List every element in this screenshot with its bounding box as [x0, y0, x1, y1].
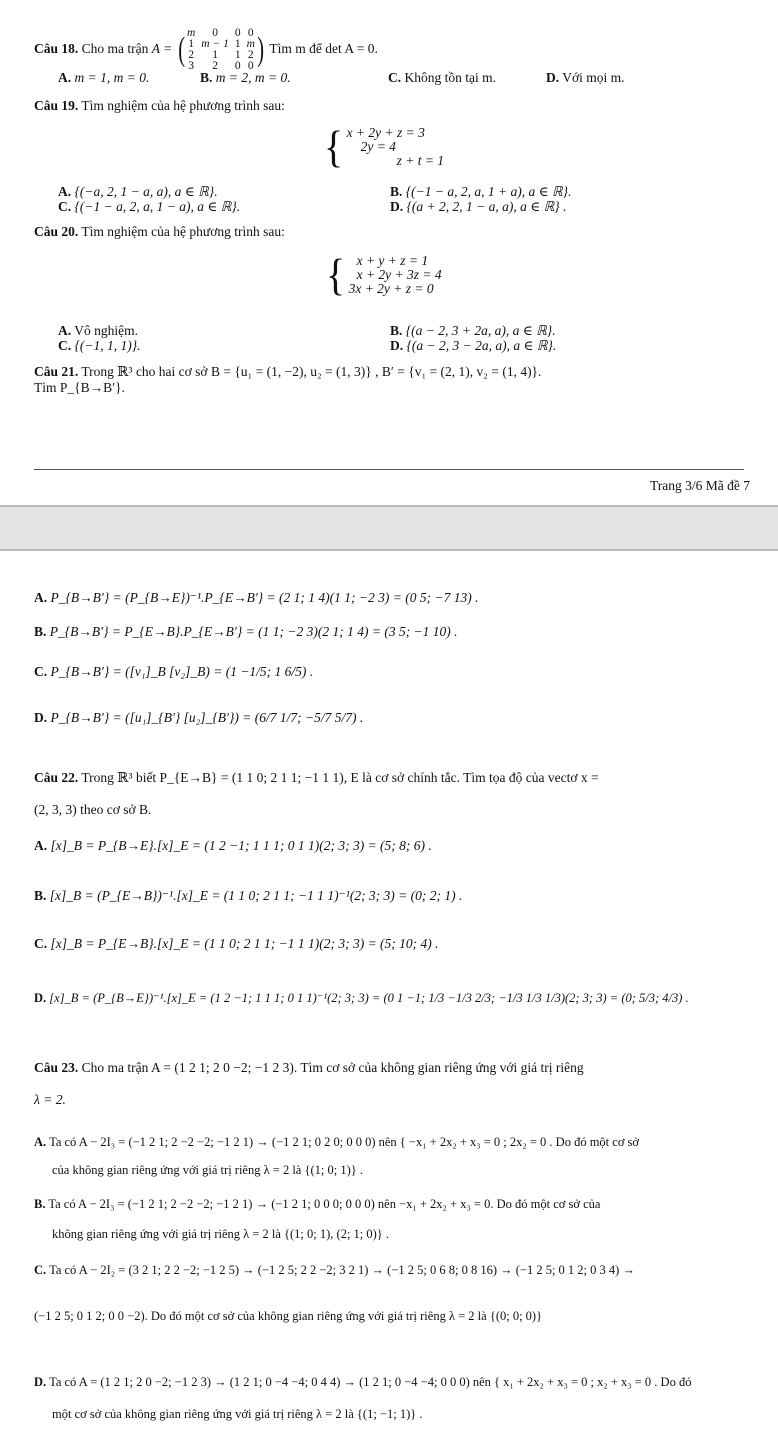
q23-opt-b-row	[0, 1196, 778, 1212]
q20-opt-d: {(a − 2, 3 − 2a, a), a ∈ ℝ}.	[406, 338, 557, 353]
q23-opt-a-label: A.	[34, 1135, 47, 1149]
q23-opt-d-row	[0, 1374, 778, 1390]
q19-opt-a: {(−a, 2, 1 − a, a), a ∈ ℝ}.	[74, 184, 218, 199]
q20-eq-1: x + y + z = 1	[356, 253, 429, 268]
q19-stem	[0, 98, 778, 114]
q23-opt-d: Ta có A = (1 2 1; 2 0 −2; −1 2 3) → (1 2 1; 0 −4 −4; 0 4 4) → (1 2 1; 0 −4 −4; 0 0 0) nên { x₁ + 2x₂ + x₃ = 0 ; x₂ + x₃ = 0 . Do đó	[49, 1375, 692, 1389]
q19-eq-2: 2y = 4	[360, 139, 396, 154]
page-divider	[34, 469, 744, 470]
q21-opt-d-row	[0, 710, 778, 726]
q21-opt-b: P_{B→B′} = P_{E→B}.P_{E→B′} = (1 1; −2 3)(2 1; 1 4) = (3 5; −1 10) .	[49, 624, 458, 639]
q18-opt-c: Không tồn tại m.	[404, 70, 496, 85]
q19-opt-b-label: B.	[390, 184, 403, 199]
q22-opt-b: [x]_B = (P_{E→B})⁻¹.[x]_E = (1 1 0; 2 1 1; −1 1 1)⁻¹(2; 3; 3) = (0; 2; 1) .	[49, 888, 463, 903]
q21-label: Câu 21.	[34, 364, 79, 379]
q18-opt-d-label: D.	[546, 70, 560, 85]
q21-opt-a-label: A.	[34, 590, 48, 605]
q19-eq-3: z + t = 1	[396, 153, 445, 168]
q21-opt-a-row	[0, 590, 778, 606]
q19-system: { x + 2y + z = 3 2y = 4 z + t = 1	[324, 121, 445, 172]
q23-label: Câu 23.	[34, 1060, 79, 1075]
q20-eq-3: 3x + 2y + z = 0	[348, 281, 434, 296]
q18-matrix: ( m 0 0 0 1 m − 1 1 m 2 1 1 2 3 2 0 0 )	[177, 27, 264, 72]
q19-label: Câu 19.	[34, 98, 79, 113]
q18-stem: Câu 18. Cho ma trận A = ( m 0 0 0 1 m − 1 1 m 2 1 1 2 3 2 0 0 ) Tìm m để det A = 0.	[34, 27, 378, 72]
q20-opt-a: Vô nghiệm.	[74, 323, 139, 338]
q20-stem	[0, 224, 778, 240]
q21-opt-b-row	[0, 624, 778, 640]
q21-opt-d-label: D.	[34, 710, 48, 725]
q23-opt-a: Ta có A − 2I₃ = (−1 2 1; 2 −2 −2; −1 2 1) → (−1 2 1; 0 2 0; 0 0 0) nên { −x₁ + 2x₂ + x₃ = 0 ; 2x₂ = 0 . Do đó một cơ sở	[49, 1135, 640, 1149]
q23-opt-d-label: D.	[34, 1375, 47, 1389]
q18-tail: Tìm m để det A = 0.	[269, 41, 378, 57]
q22-opt-c-label: C.	[34, 936, 48, 951]
q20-opt-b-label: B.	[390, 323, 403, 338]
page-footer: Trang 3/6 Mã đề 7	[650, 478, 750, 493]
q23-stem	[0, 1060, 778, 1076]
q18-label: Câu 18.	[34, 41, 79, 57]
q18-opt-c-label: C.	[388, 70, 402, 85]
q22-opt-b-row	[0, 888, 778, 904]
q20-opt-c-label: C.	[58, 338, 72, 353]
q23-opt-a-row	[0, 1134, 778, 1150]
q19-opt-a-label: A.	[58, 184, 72, 199]
q23-opt-a-line2: của không gian riêng ứng với giá trị riêng λ = 2 là {(1; 0; 1)} .	[52, 1163, 363, 1177]
q19-eq-1: x + 2y + z = 3	[346, 125, 425, 140]
q23-opt-c-line2: (−1 2 5; 0 1 2; 0 0 −2). Do đó một cơ sở của không gian riêng ứng với giá trị riêng λ = 2 là {(0; 0; 0)}	[34, 1309, 543, 1323]
q23-opt-b-line2: không gian riêng ứng với giá trị riêng λ = 2 là {(1; 0; 1), (2; 1; 0)} .	[52, 1227, 390, 1241]
q18-opt-a: m = 1, m = 0.	[74, 70, 150, 85]
q19-opt-d-label: D.	[390, 199, 404, 214]
q22-opt-d-label: D.	[34, 991, 47, 1005]
q20-opt-d-label: D.	[390, 338, 404, 353]
q19-opt-c-label: C.	[58, 199, 72, 214]
q18-opt-a-label: A.	[58, 70, 72, 85]
q20-options-ab	[0, 323, 778, 339]
q19-text: Tìm nghiệm của hệ phương trình sau:	[81, 98, 285, 113]
q20-opt-a-label: A.	[58, 323, 72, 338]
q23-opt-d-line2: một cơ sở của không gian riêng ứng với giá trị riêng λ = 2 là {(1; −1; 1)} .	[52, 1407, 423, 1421]
q22-opt-d: [x]_B = (P_{B→E})⁻¹.[x]_E = (1 2 −1; 1 1 1; 0 1 1)⁻¹(2; 3; 3) = (0 1 −1; 1/3 −1/3 2/3; −1/3 1/3 1/3)(2; 3; 3) = (0; 5/3; 4/3) .	[49, 991, 689, 1005]
q23-opt-c: Ta có A − 2I₂ = (3 2 1; 2 2 −2; −1 2 5) → (−1 2 5; 2 2 −2; 3 2 1) → (−1 2 5; 0 6 8; 0 8 16) → (−1 2 5; 0 1 2; 0 3 4) →	[49, 1263, 635, 1277]
q20-label: Câu 20.	[34, 224, 79, 239]
q20-opt-c: {(−1, 1, 1)}.	[74, 338, 141, 353]
q20-options-cd	[0, 338, 778, 354]
q20-eq-2: x + 2y + 3z = 4	[356, 267, 442, 282]
q18-opt-b-label: B.	[200, 70, 213, 85]
q23-opt-b-label: B.	[34, 1197, 46, 1211]
q22-opt-c: [x]_B = P_{E→B}.[x]_E = (1 1 0; 2 1 1; −1 1 1)(2; 3; 3) = (5; 10; 4) .	[50, 936, 439, 951]
q21-opt-d: P_{B→B′} = ([u₁]_{B′} [u₂]_{B′}) = (6/7 1/7; −5/7 5/7) .	[50, 710, 364, 725]
q20-text: Tìm nghiệm của hệ phương trình sau:	[81, 224, 285, 239]
q22-stem	[0, 770, 778, 786]
q21-opt-b-label: B.	[34, 624, 47, 639]
q20-opt-b: {(a − 2, 3 + 2a, a), a ∈ ℝ}.	[405, 323, 556, 338]
q18-opt-b: m = 2, m = 0.	[215, 70, 291, 85]
q19-options-ab	[0, 184, 778, 200]
q22-opt-d-row	[0, 990, 778, 1006]
q22-stem-line2: (2, 3, 3) theo cơ sở B.	[34, 802, 152, 817]
q21-opt-a: P_{B→B′} = (P_{B→E})⁻¹.P_{E→B′} = (2 1; 1 4)(1 1; −2 3) = (0 5; −7 13) .	[50, 590, 479, 605]
q21-text: Trong ℝ³ cho hai cơ sở B = {u₁ = (1, −2), u₂ = (1, 3)} , B′ = {v₁ = (2, 1), v₂ = (1, 4)}.	[81, 364, 542, 379]
q23-opt-c-row	[0, 1262, 778, 1278]
q21-opt-c: P_{B→B′} = ([v₁]_B [v₂]_B) = (1 −1/5; 1 6/5) .	[50, 664, 314, 679]
q22-opt-c-row	[0, 936, 778, 952]
q22-opt-a-row	[0, 838, 778, 854]
q18-text: Cho ma trận	[81, 41, 149, 57]
page-break-band	[0, 505, 778, 551]
q21-stem	[0, 364, 778, 380]
q22-label: Câu 22.	[34, 770, 79, 785]
q21-opt-c-row	[0, 664, 778, 680]
q19-options-cd	[0, 199, 778, 215]
q23-text: Cho ma trận A = (1 2 1; 2 0 −2; −1 2 3). Tìm cơ sở của không gian riêng ứng với giá trị riêng	[81, 1060, 584, 1075]
q22-opt-b-label: B.	[34, 888, 47, 903]
q22-opt-a-label: A.	[34, 838, 48, 853]
q23-opt-b: Ta có A − 2I₃ = (−1 2 1; 2 −2 −2; −1 2 1) → (−1 2 1; 0 0 0; 0 0 0) nên −x₁ + 2x₂ + x₃ = 0. Do đó một cơ sở của	[48, 1197, 601, 1211]
q22-opt-a: [x]_B = P_{B→E}.[x]_E = (1 2 −1; 1 1 1; 0 1 1)(2; 3; 3) = (5; 8; 6) .	[50, 838, 432, 853]
q19-opt-c: {(−1 − a, 2, a, 1 − a), a ∈ ℝ}.	[74, 199, 241, 214]
q19-opt-d: {(a + 2, 2, 1 − a, a), a ∈ ℝ} .	[406, 199, 567, 214]
q21-opt-c-label: C.	[34, 664, 48, 679]
q18-options	[0, 70, 778, 86]
q18-opt-d: Với mọi m.	[562, 70, 625, 85]
q23-opt-c-label: C.	[34, 1263, 47, 1277]
q23-stem-line2: λ = 2.	[34, 1092, 66, 1107]
q22-text: Trong ℝ³ biết P_{E→B} = (1 1 0; 2 1 1; −1 1 1), E là cơ sở chính tắc. Tìm tọa độ của vectơ x =	[81, 770, 599, 785]
q20-system: { x + y + z = 1 x + 2y + 3z = 4 3x + 2y + z = 0	[326, 249, 442, 300]
q21-stem-line2: Tìm P_{B→B′}.	[34, 380, 125, 395]
q19-opt-b: {(−1 − a, 2, a, 1 + a), a ∈ ℝ}.	[405, 184, 572, 199]
